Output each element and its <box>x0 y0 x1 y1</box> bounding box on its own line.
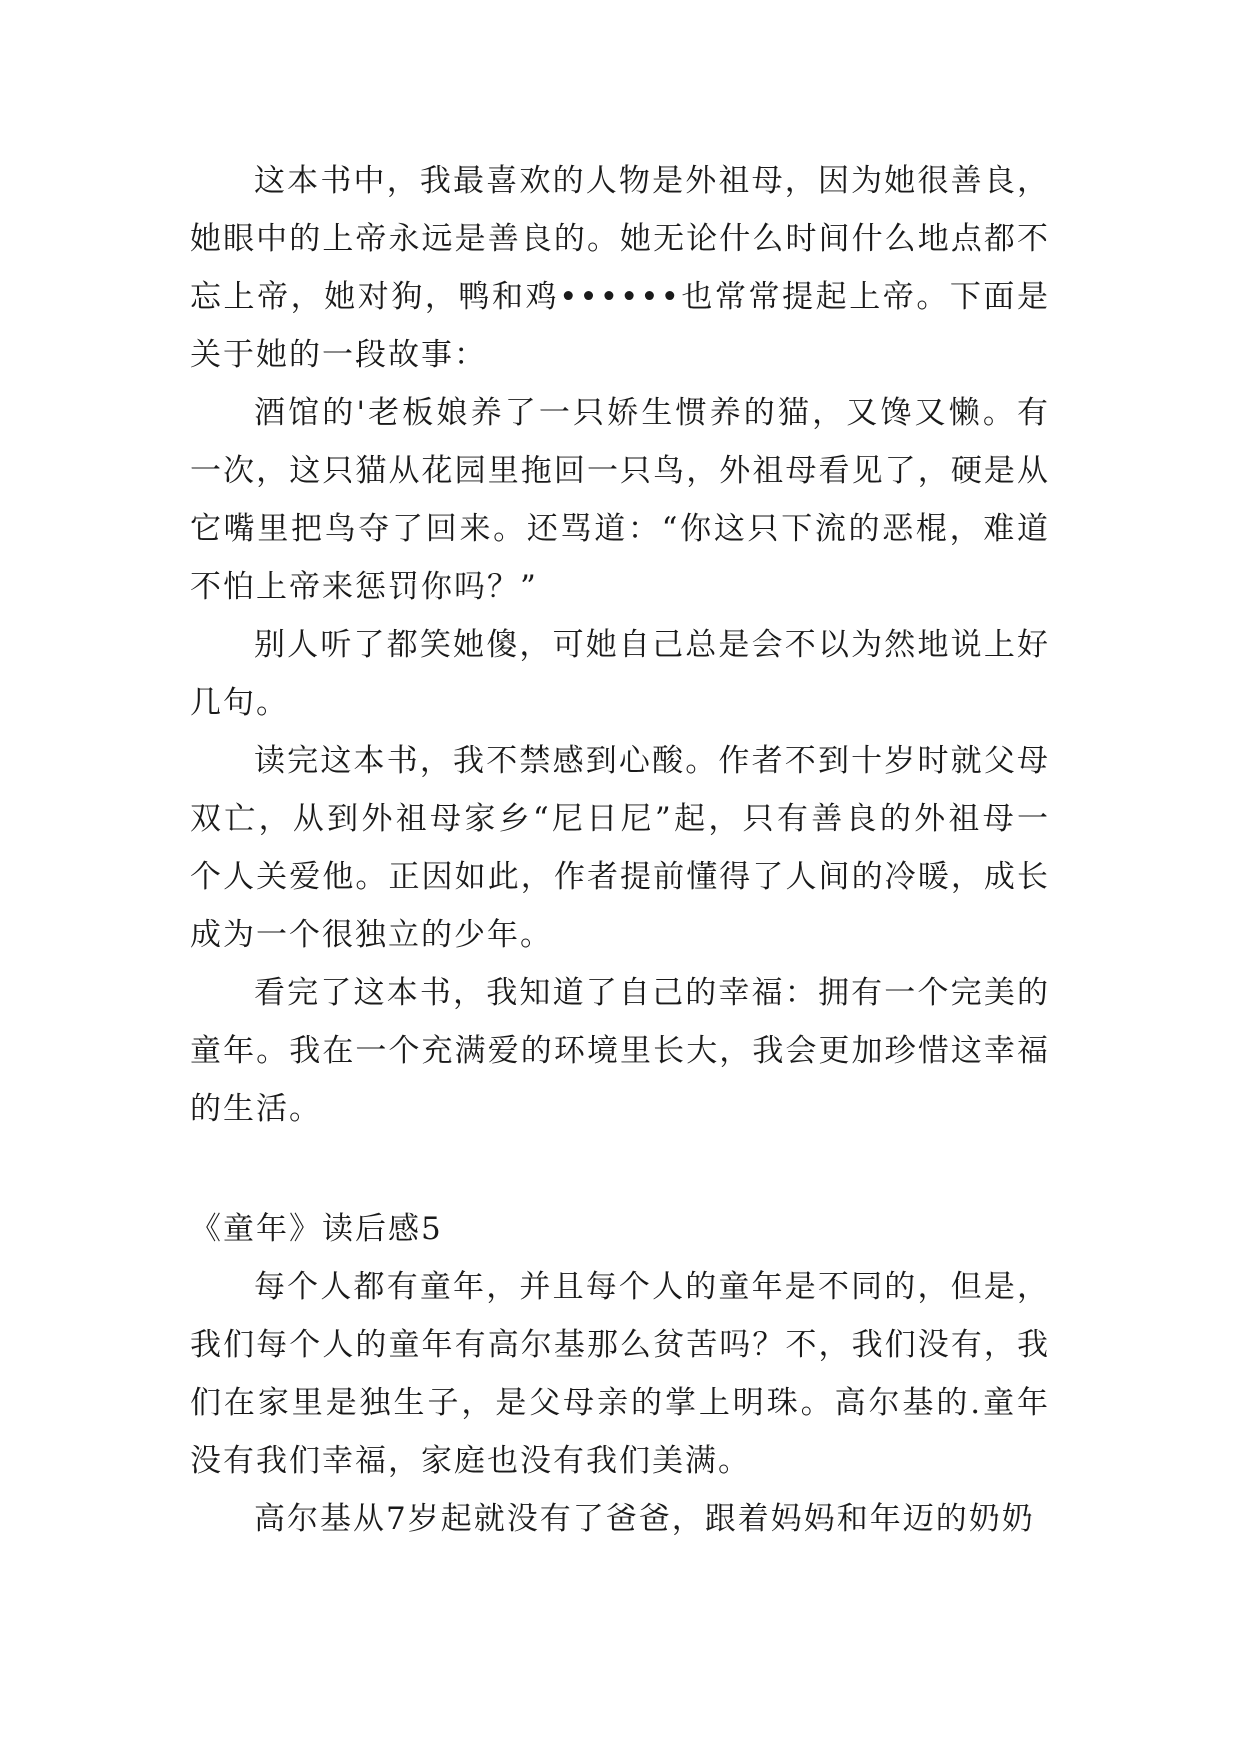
paragraph: 酒馆的'老板娘养了一只娇生惯养的猫，又馋又懒。有一次，这只猫从花园里拖回一只鸟，外祖母看见了，硬是从它嘴里把鸟夺了回来。还骂道：“你这只下流的恶棍，难道不怕上帝来惩罚你吗？” <box>190 395 1050 605</box>
section-heading: 《童年》读后感5 <box>190 1211 443 1247</box>
section-1-body <box>190 152 1050 1138</box>
paragraph: 这本书中，我最喜欢的人物是外祖母，因为她很善良，她眼中的上帝永远是善良的。她无论什么时间什么地点都不忘上帝，她对狗，鸭和鸡••••••也常常提起上帝。下面是关于她的一段故事： <box>190 163 1050 373</box>
paragraph: 每个人都有童年，并且每个人的童年是不同的，但是，我们每个人的童年有高尔基那么贫苦吗？不，我们没有，我们在家里是独生子，是父母亲的掌上明珠。高尔基的.童年没有我们幸福，家庭也没有我们美满。 <box>190 1269 1050 1479</box>
paragraph: 高尔基从7岁起就没有了爸爸，跟着妈妈和年迈的奶奶 <box>254 1501 1035 1537</box>
paragraph: 读完这本书，我不禁感到心酸。作者不到十岁时就父母双亡，从到外祖母家乡“尼日尼”起，只有善良的外祖母一个人关爱他。正因如此，作者提前懂得了人间的冷暖，成长成为一个很独立的少年。 <box>190 743 1050 953</box>
section-2-body <box>190 1258 1050 1548</box>
paragraph: 别人听了都笑她傻，可她自己总是会不以为然地说上好几句。 <box>190 627 1050 721</box>
paragraph: 看完了这本书，我知道了自己的幸福：拥有一个完美的童年。我在一个充满爱的环境里长大，我会更加珍惜这幸福的生活。 <box>190 975 1050 1127</box>
